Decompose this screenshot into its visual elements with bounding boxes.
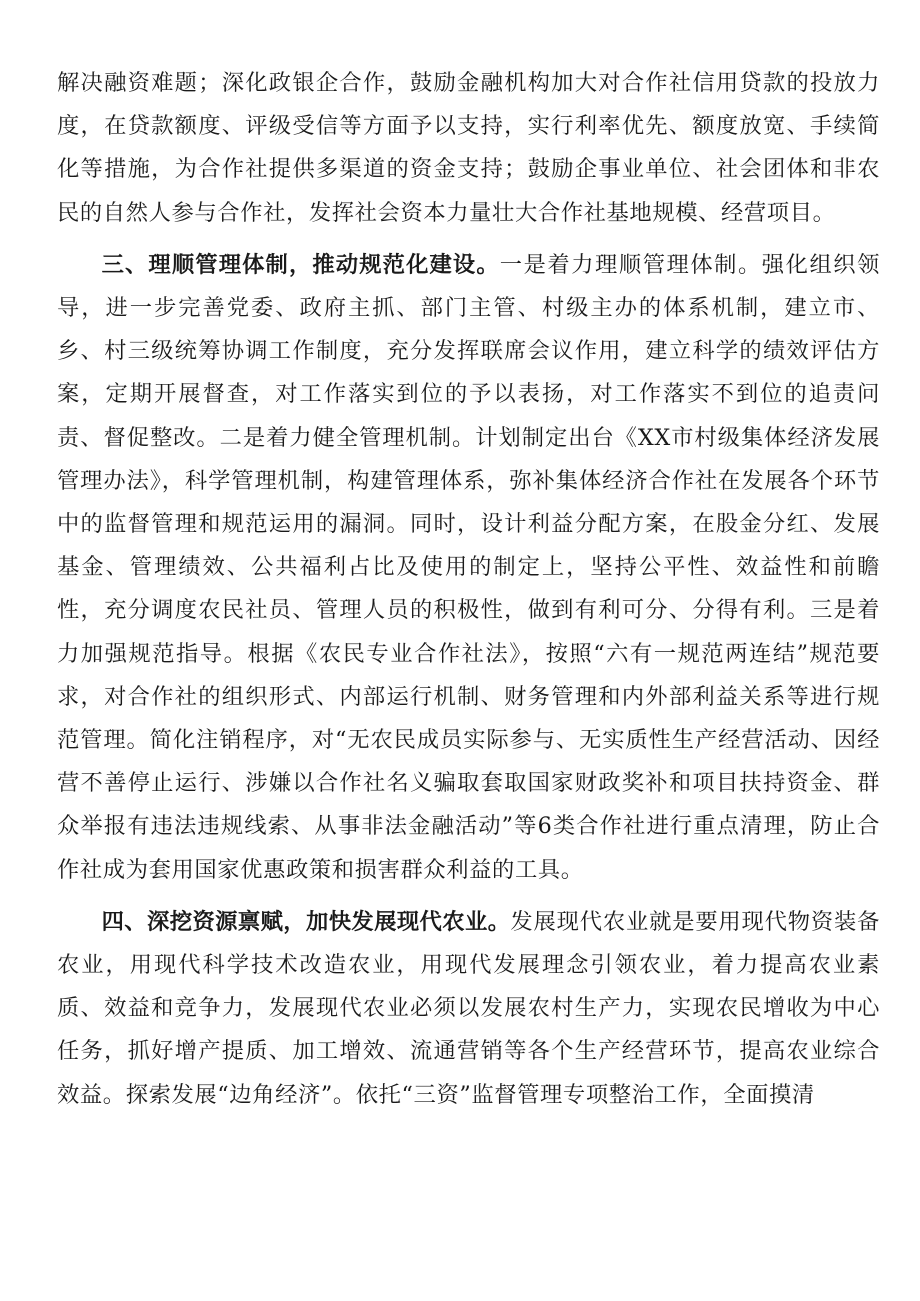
document-page (57, 62, 880, 1117)
paragraph-section-three (57, 244, 880, 892)
paragraph-financing (57, 62, 880, 235)
paragraph-section-four (57, 901, 880, 1117)
section-heading: 四、深挖资源禀赋，加快发展现代农业。 (101, 908, 511, 935)
paragraph-body: 解决融资难题；深化政银企合作，鼓励金融机构加大对合作社信用贷款的投放力度，在贷款额度、评级受信等方面予以支持，实行利率优先、额度放宽、手续简化等措施，为合作社提供多渠道的资金支持；鼓励企事业单位、社会团体和非农民的自然人参与合作社，发挥社会资本力量壮大合作社基地规模、经营项目。 (57, 70, 880, 226)
section-heading: 三、理顺管理体制，推动规范化建设。 (101, 251, 500, 278)
paragraph-body: 一是着力理顺管理体制。强化组织领导，进一步完善党委、政府主抓、部门主管、村级主办的体系机制，建立市、乡、村三级统筹协调工作制度，充分发挥联席会议作用，建立科学的绩效评估方案，定期开展督查，对工作落实到位的予以表扬，对工作落实不到位的追责问责、督促整改。二是着力健全管理机制。计划制定出台《XX市村级集体经济发展管理办法》，科学管理机制，构建管理体系，弥补集体经济合作社在发展各个环节中的监督管理和规范运用的漏洞。同时，设计利益分配方案，在股金分红、发展基金、管理绩效、公共福利占比及使用的制定上，坚持公平性、效益性和前瞻性，充分调度农民社员、管理人员的积极性，做到有利可分、分得有利。三是着力加强规范指导。根据《农民专业合作社法》，按照“六有一规范两连结”规范要求，对合作社的组织形式、内部运行机制、财务管理和内外部利益关系等进行规范管理。简化注销程序，对“无农民成员实际参与、无实质性生产经营活动、因经营不善停止运行、涉嫌以合作社名义骗取套取国家财政奖补和项目扶持资金、群众举报有违法违规线索、从事非法金融活动”等6类合作社进行重点清理，防止合作社成为套用国家优惠政策和损害群众利益的工具。 (57, 251, 880, 883)
paragraph-body: 发展现代农业就是要用现代物资装备农业，用现代科学技术改造农业，用现代发展理念引领农业，着力提高农业素质、效益和竞争力，发展现代农业必须以发展农村生产力，实现农民增收为中心任务，抓好增产提质、加工增效、流通营销等各个生产经营环节，提高农业综合效益。探索发展“边角经济”。依托“三资”监督管理专项整治工作，全面摸清 (57, 908, 880, 1108)
